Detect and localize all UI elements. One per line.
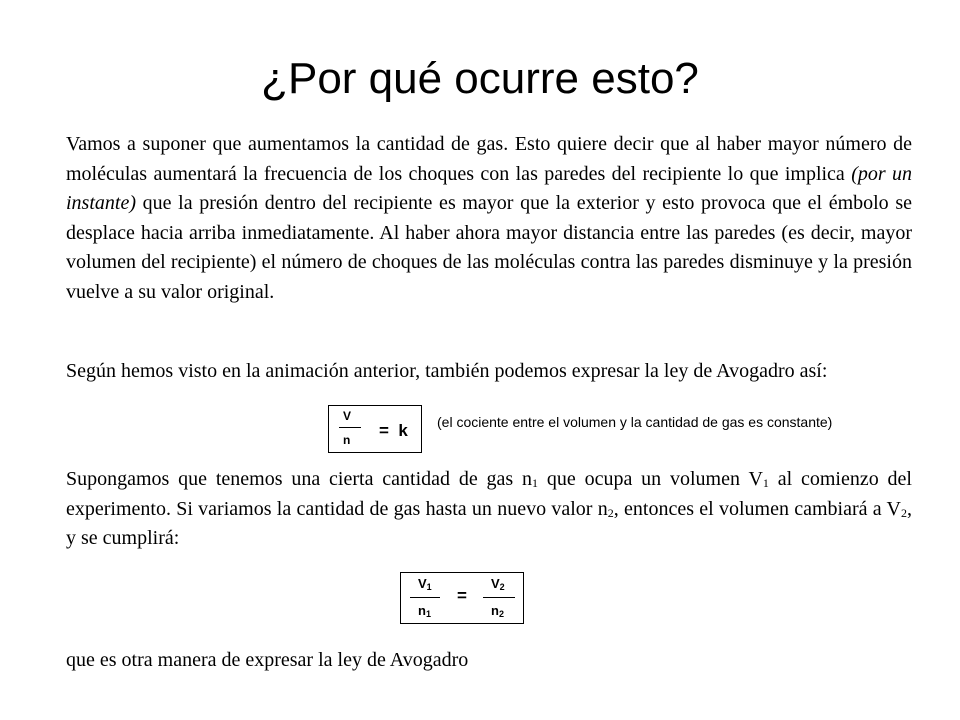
formula-numerator: V: [343, 409, 352, 423]
paragraph-italic-text: (por un instante): [66, 162, 912, 214]
equals-sign: =: [379, 421, 389, 440]
formula-note: (el cociente entre el volumen y la cantidad de gas es constante): [437, 414, 833, 430]
paragraph-text: , y se cumplirá:: [66, 497, 913, 549]
constant-k: k: [398, 421, 408, 440]
paragraph-experiment: [66, 465, 912, 554]
subscript: 2: [499, 582, 505, 592]
paragraph-conclusion: que es otra manera de expresar la ley de Avogadro: [66, 649, 469, 671]
formula-v-over-n-equals-k: [328, 405, 422, 453]
slide-title: ¿Por qué ocurre esto?: [261, 54, 699, 103]
symbol: n: [418, 603, 426, 618]
paragraph-gas-increase: [66, 130, 912, 307]
paragraph-text: al comienzo del experimento. Si variamos la cantidad de gas hasta un nuevo valor n: [66, 468, 912, 520]
symbol: V: [418, 576, 427, 591]
formula-left-denominator: [418, 603, 431, 618]
paragraph-avogadro-intro: Según hemos visto en la animación anterior, también podemos expresar la ley de Avogadro así:: [66, 360, 828, 382]
formula-denominator: n: [343, 433, 351, 447]
equals-sign: =: [457, 586, 467, 605]
subscript: 1: [425, 609, 431, 619]
formula-rhs: [379, 421, 408, 441]
subscript: 1: [426, 582, 432, 592]
subscript: 2: [607, 505, 614, 520]
paragraph-text: que ocupa un volumen V: [538, 468, 763, 490]
fraction-bar: [483, 597, 515, 598]
paragraph-text: Vamos a suponer que aumentamos la cantidad de gas. Esto quiere decir que al haber mayor número de moléculas aumentará la frecuencia de los choques con las paredes del recipiente lo que implica: [66, 133, 912, 185]
fraction-bar: [410, 597, 440, 598]
subscript: 2: [901, 505, 908, 520]
formula-right-numerator: [491, 576, 505, 591]
paragraph-text: Supongamos que tenemos una cierta cantidad de gas n: [66, 468, 533, 490]
paragraph-text: , entonces el volumen cambiará a V: [613, 497, 902, 520]
fraction-bar: [339, 427, 361, 428]
formula-right-denominator: [491, 603, 504, 618]
formula-v1-n1-equals-v2-n2: [400, 572, 524, 624]
subscript: 1: [532, 476, 539, 490]
subscript: 2: [498, 609, 504, 619]
formula-left-numerator: [418, 576, 432, 591]
symbol: V: [491, 576, 500, 591]
symbol: n: [491, 603, 499, 618]
paragraph-text: que la presión dentro del recipiente es mayor que la exterior y esto provoca que el émbolo se desplace hacia arriba inmediatamente. Al haber ahora mayor distancia entre las paredes (es decir, mayor volumen del recipiente) el número de choques de las moléculas contra las paredes disminuye y la presión vuelve a su valor original.: [66, 192, 912, 303]
subscript: 1: [762, 476, 769, 490]
